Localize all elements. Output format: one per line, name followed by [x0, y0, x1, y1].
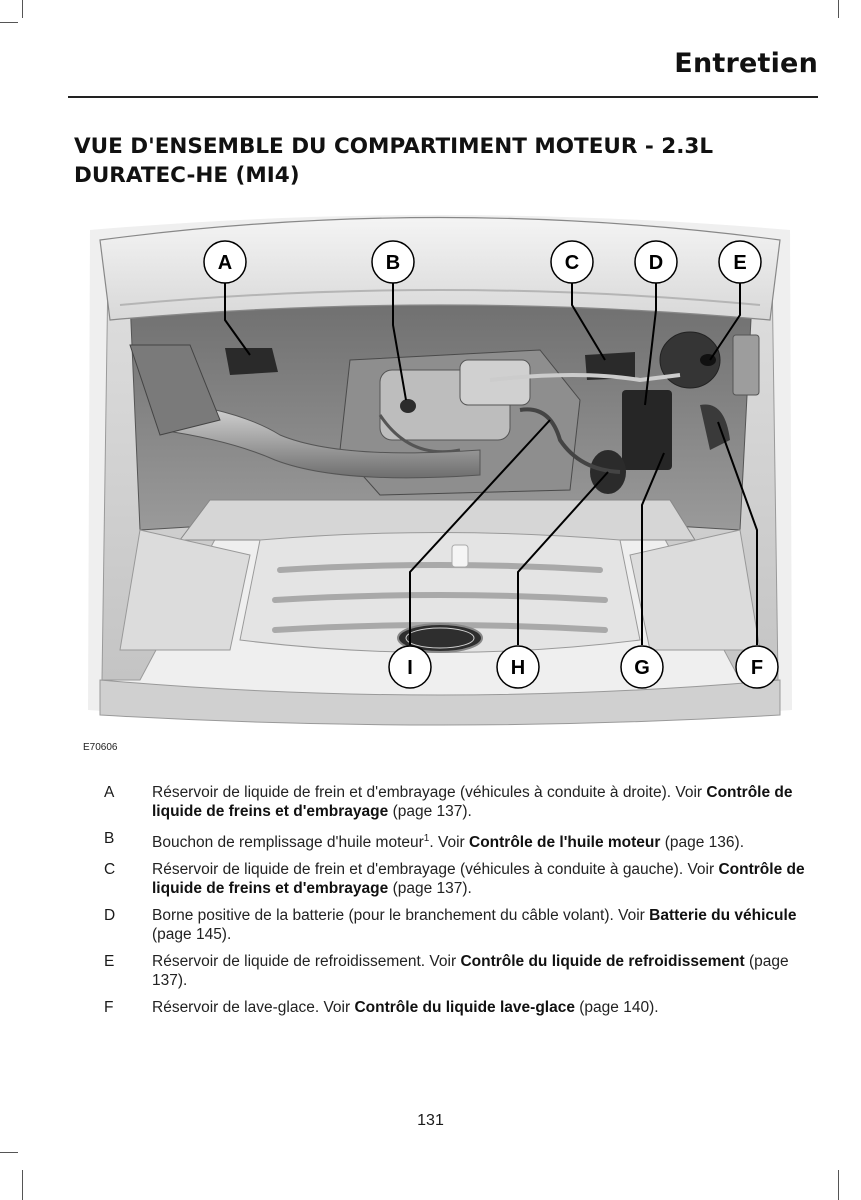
section-title: VUE D'ENSEMBLE DU COMPARTIMENT MOTEUR - 2.3L DURATEC-HE (MI4) [74, 134, 714, 188]
legend-item-c [74, 860, 814, 898]
legend-key: A [104, 784, 115, 801]
callout-b: B [385, 252, 401, 274]
crop-mark-top-left [22, 0, 23, 18]
legend-key: E [104, 953, 115, 971]
callout-a: A [217, 252, 233, 274]
crop-mark-top-left-h [0, 22, 18, 23]
cross-reference-link[interactable]: Contrôle de liquide de freins et d'embrayage [152, 861, 805, 898]
callout-e: E [733, 252, 747, 274]
cross-reference-link[interactable]: Batterie du véhicule [649, 907, 797, 925]
cross-reference-link[interactable]: Contrôle du liquide de refroidissement [460, 953, 745, 971]
cross-reference-link[interactable]: Contrôle du liquide lave-glace [354, 999, 575, 1017]
legend-item-f [74, 998, 814, 1017]
footnote-marker: 1 [423, 833, 430, 844]
crop-mark-bottom-left-h [0, 1152, 18, 1153]
cross-reference-link[interactable]: Contrôle de l'huile moteur [469, 834, 661, 852]
page-number: 131 [417, 1112, 444, 1129]
legend-description: Borne positive de la batterie (pour le branchement du câble volant). Voir Batterie du véhicule (page 145). [152, 907, 797, 944]
legend-description: Bouchon de remplissage d'huile moteur$^1$. Voir Contrôle de l'huile moteur (page 136). [152, 833, 745, 852]
crop-mark-bottom-right [838, 1170, 839, 1200]
page-header-title: Entretien [674, 48, 818, 79]
legend-description: Réservoir de liquide de refroidissement. Voir Contrôle du liquide de refroidissement (page 137). [152, 953, 789, 990]
legend-description: Réservoir de liquide de frein et d'embrayage (véhicules à conduite à gauche). Voir Contrôle de liquide de freins et d'embrayage (page 137). [152, 861, 805, 898]
callout-g: G [634, 657, 650, 679]
crop-mark-top-right [838, 0, 839, 18]
legend-description: Réservoir de liquide de frein et d'embrayage (véhicules à conduite à droite). Voir Contrôle de liquide de freins et d'embrayage (page 137). [152, 784, 793, 820]
callout-h: H [510, 657, 526, 679]
legend-key: D [104, 907, 116, 925]
legend-item-e [74, 952, 814, 990]
engine-compartment-illustration [80, 210, 800, 730]
header-rule [68, 96, 818, 98]
legend-item-b [74, 829, 814, 852]
callout-c: C [564, 252, 580, 274]
callout-d: D [648, 252, 664, 274]
callout-i: I [407, 657, 413, 679]
legend-list [74, 783, 814, 1025]
crop-mark-bottom-left [22, 1170, 23, 1200]
callout-f: F [750, 657, 764, 679]
legend-key: B [104, 830, 115, 847]
cross-reference-link[interactable]: Contrôle de liquide de freins et d'embrayage [152, 784, 793, 820]
legend-key: F [104, 999, 114, 1017]
legend-item-d [74, 906, 814, 944]
figure-code: E70606 [83, 742, 118, 753]
legend-description: Réservoir de lave-glace. Voir Contrôle du liquide lave-glace (page 140). [152, 999, 659, 1017]
legend-key: C [104, 861, 116, 879]
legend-item-a [74, 783, 814, 821]
